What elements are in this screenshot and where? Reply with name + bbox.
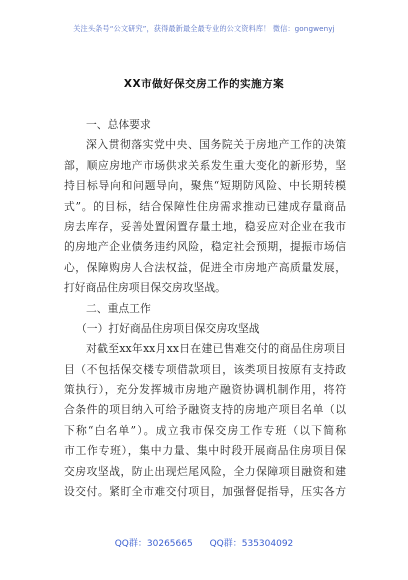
paragraph-line: 心，保障购房人合法权益，促进全市房地产高质量发展， [64,260,346,274]
promo-banner: 关注头条号“公文研究”，获得最新最全最专业的公文资料库！ 微信：gongwenyj [73,24,335,33]
paragraph-line: 打好商品住房项目保交房攻坚战。 [64,281,226,295]
paragraph-line: 目（不包括保交楼专项借款项目，该类项目按原有支持政 [64,362,346,376]
section-heading-key-work: 二、重点工作 [86,301,151,315]
paragraph-line: 合条件的项目纳入可给予融资支持的房地产项目名单（以 [64,403,346,417]
paragraph-line: 房去库存，妥善处置闲置存量土地，稳妥应对企业在我市 [64,219,346,233]
paragraph-line: 部，顺应房地产市场供求关系发生重大变化的新形势，坚 [64,158,346,172]
paragraph-line: 设交付。紧盯全市难交付项目，加强督促指导，压实各方 [64,485,346,499]
paragraph-line: 持目标导向和问题导向，聚焦“短期防风险、中长期转模 [64,179,346,193]
paragraph-line: 对截至xx年xx月xx日在建已售难交付的商品住房项目 [86,342,346,356]
paragraph-line: 式”。的目标，结合保障性住房需求推动已建成存量商品 [64,199,346,213]
paragraph-line: 的房地产企业债务违约风险，稳定社会预期，提振市场信 [64,240,346,254]
qq-group-2: QQ群：535304092 [209,539,294,549]
paragraph-line: 交房攻坚战，防止出现烂尾风险，全力保障项目融资和建 [64,464,346,478]
footer-contact [0,536,408,549]
paragraph-line: 策执行），充分发挥城市房地产融资协调机制作用，将符 [64,383,346,397]
subsection-heading: （一）打好商品住房项目保交房攻坚战 [76,321,260,335]
document-body [64,115,346,502]
section-heading-overall: 一、总体要求 [86,118,151,131]
paragraph-line: 下称“白名单”）。成立我市保交房工作专班（以下简称 [64,423,346,437]
paragraph-line: 深入贯彻落实党中央、国务院关于房地产工作的决策 [86,138,346,152]
qq-group-1: QQ群：30265665 [114,539,193,549]
paragraph-line: 市工作专班），集中力量、集中时段开展商品住房项目保 [64,444,346,458]
document-title: XX市做好保交房工作的实施方案 [123,78,285,90]
